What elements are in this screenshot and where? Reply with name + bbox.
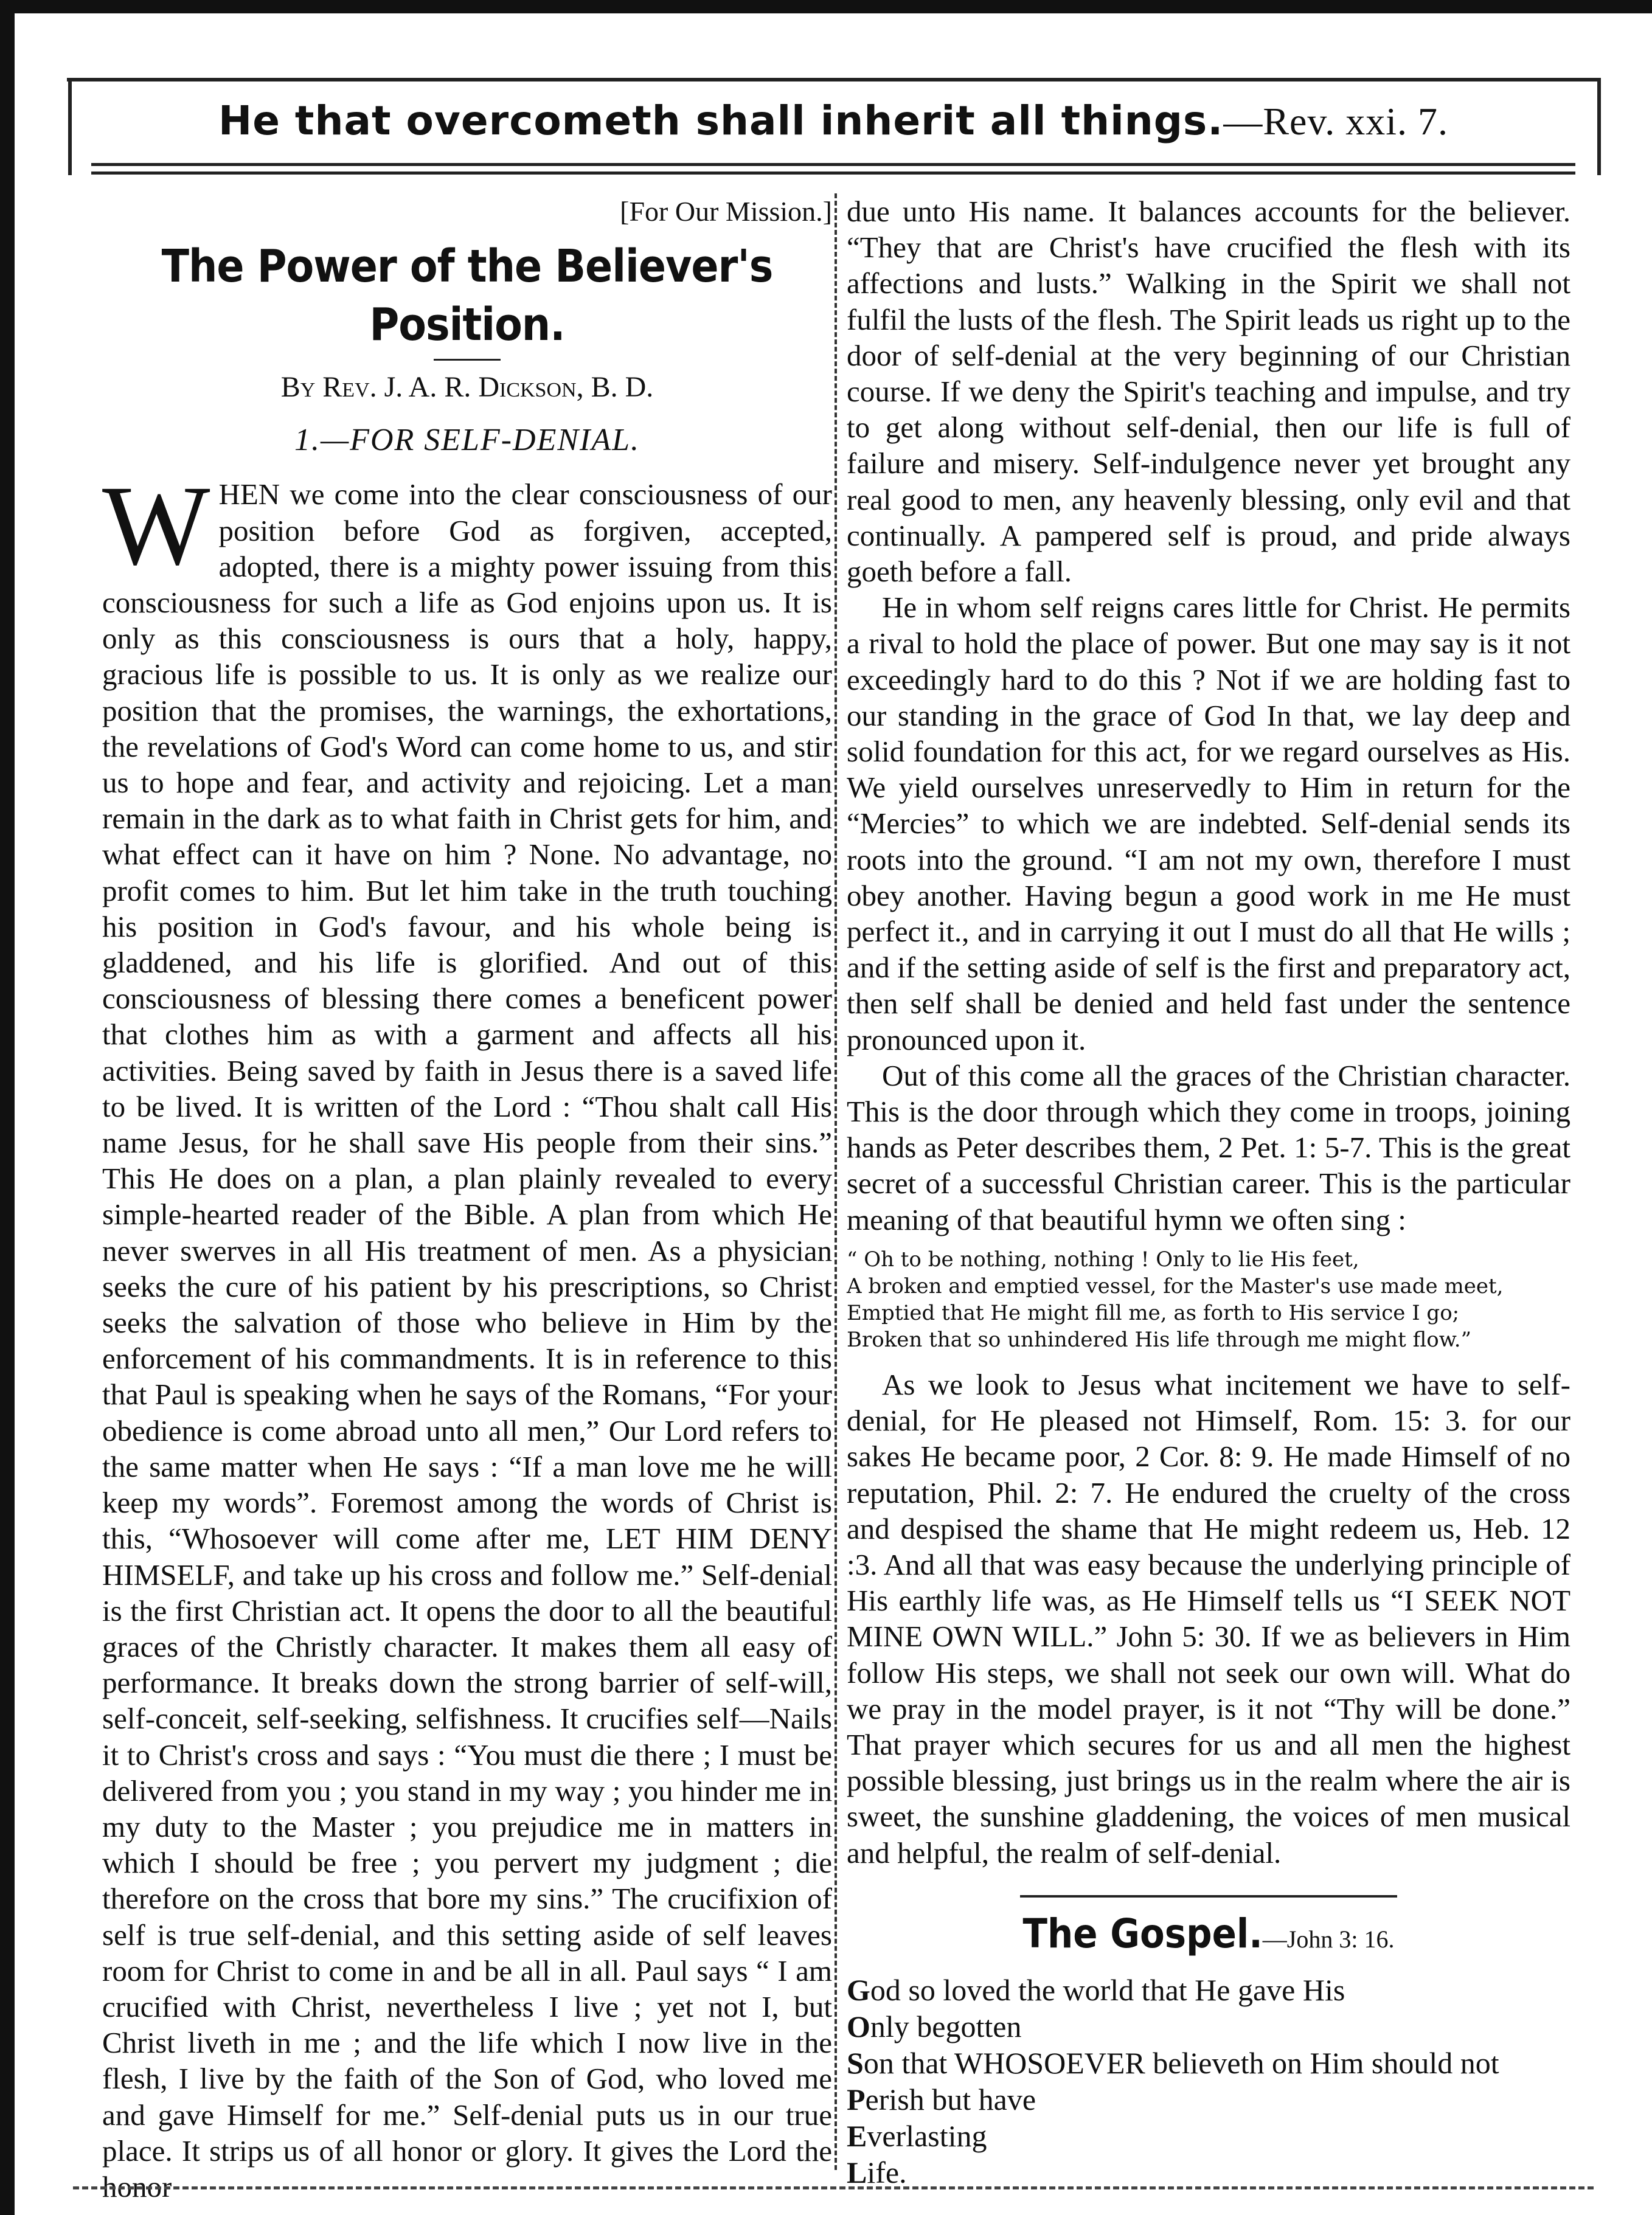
article-title: The Power of the Believer's Position.	[161, 240, 773, 351]
hymn-quote	[847, 1246, 1570, 1353]
gospel-line	[847, 2045, 1570, 2081]
gospel-acrostic	[847, 1972, 1570, 2191]
page-frame-left	[68, 78, 72, 175]
hymn-line: Emptied that He might fill me, as forth to His service I go;	[847, 1300, 1460, 1325]
masthead-rule-upper	[91, 163, 1575, 166]
left-paragraph	[102, 462, 832, 2205]
right-paragraph-1: due unto His name. It balances accounts for the believer. “They that are Christ's have crucified the flesh with its affections and lusts.” Walking in the Spirit we shall not fulfil the lusts of the flesh. The Spirit leads us right up to the door of self-denial at the very beginning of our Christian course. If we deny the Spirit's teaching and impulse, and try to get along without self-denial, then our life is full of failure and misery. Self-indulgence never yet brought any real good to men, any heavenly blessing, only evil and that continually. A pampered self is proud, and pride always goeth before a fall.	[847, 195, 1570, 589]
hymn-line: A broken and emptied vessel, for the Master's use made meet,	[847, 1274, 1504, 1298]
right-paragraph-2: He in whom self reigns cares little for Christ. He permits a rival to hold the place of power. But one may say is it not exceedingly hard to do this ? Not if we are holding fast to our standing in the grace of God In that, we lay deep and solid foundation for this act, for we regard ourselves as His. We yield ourselves unreservedly to Him in return for the “Mercies” to which we are indebted. Self-denial sends its roots into the ground. “I am not my own, therefore I must obey another. Having begun a good work in me He must perfect it., and in carrying it out I must do all that He wills ; and if the setting aside of self is the first and preparatory act, then self shall be denied and held fast under the sentence pronounced upon it.	[847, 591, 1570, 1056]
page-bottom-rule	[73, 2186, 1594, 2189]
acrostic-text: ife.	[867, 2155, 907, 2189]
gospel-title: The Gospel.	[1022, 1910, 1263, 1957]
left-paragraph-text: HEN we come into the clear consciousness of our position before God as forgiven, accepted, adopted, there is a mighty power issuing from this consciousness for such a life as God enjoins upon us. It is only as this consciousness is ours that a holy, happy, gracious life is possible to us. It is only as we realize our position that the promises, the warnings, the exhortations, the revelations of God's Word can come home to us, and stir us to hope and fear, and activity and rejoicing. Let a man remain in the dark as to what faith in Christ gets for him, and what effect can it have on him ? None. No advantage, no profit comes to him. But let him take in the truth touching his position in God's favour, and his whole being is gladdened, and his life is glorified. And out of this consciousness of blessing there comes a beneficent power that clothes him as with a garment and affects all his activities. Being saved by faith in Jesus there is a saved life to be lived. It is written of the Lord : “Thou shalt call His name Jesus, for he shall save His people from their sins.” This He does on a plan, a plan plainly revealed to every simple-hearted reader of the Bible. A plan from which He never swerves in all His treatment of men. As a physician seeks the cure of his patient by his prescriptions, so Christ seeks the salvation of those who believe in Him by the enforcement of his commandments. It is in reference to this that Paul is speaking when he says of the Romans, “For your obedience is come abroad unto all men,” Our Lord refers to the same matter when He says : “If a man love me he will keep my words”. Foremost among the words of Christ is this, “Whosoever will come after me, LET HIM DENY HIMSELF, and take up his cross and follow me.” Self-denial is the first Christian act. It opens the door to all the beautiful graces of the Christly character. It makes them all easy of performance. It breaks down the strong barrier of self-will, self-conceit, self-seeking, selfishness. It crucifies self—Nails it to Christ's cross and says : “You must die there ; I must be delivered from you ; you stand in my way ; you hinder me in my duty to the Master ; you prejudice me in matters in which I should be free ; you pervert my judgment ; die therefore on the cross that bore my sins.” The crucifixion of self is true self-denial, and this setting aside of self leaves room for Christ to come in and be all in all. Paul says “ I am crucified with Christ, nevertheless I live ; yet not I, but Christ liveth in me ; and the life which I now live in the flesh, I live by the faith of the Son of God, who loved me and gave Himself for me.” Self-denial puts us in our true place. It strips us of all honor or glory. It gives the Lord the honor	[102, 477, 832, 2203]
scan-edge-top	[0, 0, 1652, 13]
column-divider	[835, 193, 837, 2170]
acrostic-initial: P	[847, 2082, 866, 2116]
scan-edge-left	[0, 0, 15, 2215]
gospel-heading	[847, 1910, 1570, 1957]
masthead-rule-lower	[91, 172, 1575, 175]
masthead-reference: —Rev. xxi. 7.	[1223, 100, 1449, 143]
title-rule	[434, 359, 501, 361]
acrostic-text: nly begotten	[870, 2009, 1022, 2043]
gospel-reference: —John 3: 16.	[1262, 1925, 1395, 1953]
gospel-line	[847, 2154, 1570, 2191]
acrostic-text: od so loved the world that He gave His	[870, 1972, 1345, 2007]
acrostic-initial: G	[847, 1972, 870, 2007]
right-paragraph-4: As we look to Jesus what incitement we have to self-denial, for He pleased not Himself, Rom. 15: 3. for our sakes He became poor, 2 Cor. 8: 9. He made Himself of no reputation, Phil. 2: 7. He endured the cruelty of the cross and despised the shame that He might redeem us, Heb. 12 :3. And all that was easy because the underlying principle of His earthly life was, as He Himself tells us “I SEEK NOT MINE OWN WILL.” John 5: 30. If we as believers in Him follow His steps, we shall not seek our own will. What do we pray in the model prayer, is it not “Thy will be done.” That prayer which secures for us and all men the highest possible blessing, just brings us in the realm where the air is sweet, the sunshine gladdening, the voices of men musical and helpful, the realm of self-denial.	[847, 1367, 1570, 1870]
left-column	[102, 193, 832, 2205]
acrostic-initial: O	[847, 2009, 870, 2043]
gospel-line	[847, 1972, 1570, 2008]
article-byline: By Rev. J. A. R. Dickson, B. D.	[280, 371, 654, 403]
right-column	[847, 193, 1570, 2191]
gospel-line	[847, 2118, 1570, 2154]
gospel-line	[847, 2008, 1570, 2045]
page-frame-top	[67, 78, 1600, 81]
masthead-text: He that overcometh shall inherit all things.	[218, 97, 1224, 144]
section-heading: 1.—FOR SELF-DENIAL.	[294, 423, 640, 458]
hymn-line: Broken that so unhindered His life through me might flow.”	[847, 1327, 1471, 1352]
acrostic-text: on that WHOSOEVER believeth on Him should not	[863, 2045, 1499, 2080]
page-frame-right	[1597, 78, 1601, 175]
gospel-rule	[1020, 1895, 1397, 1898]
source-tag: [For Our Mission.]	[620, 196, 832, 227]
drop-cap: W	[102, 462, 210, 589]
acrostic-initial: E	[847, 2118, 867, 2153]
acrostic-text: erish but have	[865, 2082, 1036, 2116]
right-paragraph-3: Out of this come all the graces of the Christian character. This is the door through which they come in troops, joining hands as Peter describes them, 2 Pet. 1: 5-7. This is the great secret of a successful Christian career. This is the particular meaning of that beautiful hymn we often sing :	[847, 1058, 1570, 1236]
hymn-line: “ Oh to be nothing, nothing ! Only to lie His feet,	[847, 1247, 1359, 1272]
gospel-line	[847, 2081, 1570, 2118]
acrostic-initial: S	[847, 2045, 864, 2080]
masthead	[91, 97, 1575, 144]
acrostic-text: verlasting	[867, 2118, 987, 2153]
acrostic-initial: L	[847, 2155, 867, 2189]
